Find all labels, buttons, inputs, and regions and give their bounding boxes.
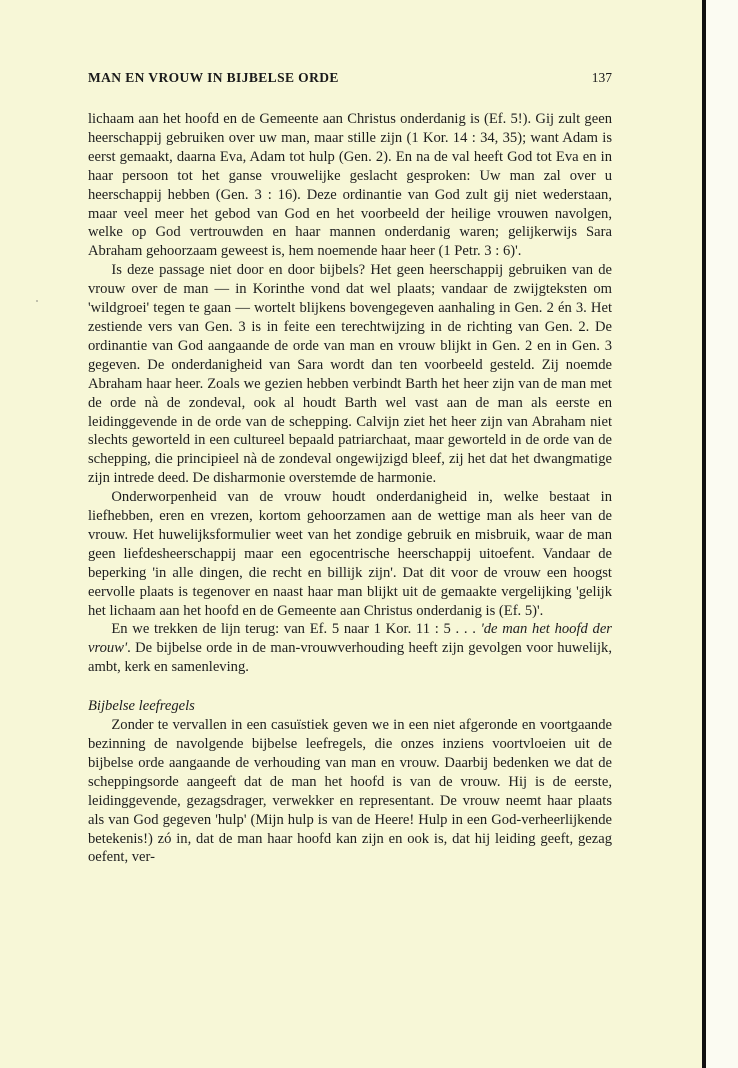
paragraph-continued: lichaam aan het hoofd en de Gemeente aan Christus onderdanig is (Ef. 5!). Gij zult geen heerschappij gebruiken over uw man, maar stille zijn (1 Kor. 14 : 34, 35); want Adam is eerst gemaakt, daarna Eva, Adam tot hulp (Gen. 2). En na de val heeft God tot Eva en in haar persoon tot het ganse vrouwelijke geslacht gesproken: Uw man zal over u heerschappij hebben (Gen. 3 : 16). Deze ordinantie van God zult gij niet wederstaan, maar veel meer het gebod van God en het voorbeeld der heilige vrouwen navolgen, welke op God vertrouwden en haar mannen onderdanig waren; gelijkerwijs Sara Abraham gehoorzaam geweest is, hem noemende haar heer (1 Petr. 3 : 6)'.: [88, 111, 612, 260]
paragraph: [88, 620, 612, 677]
paragraph: Onderworpenheid van de vrouw houdt onderdanigheid in, welke bestaat in liefhebben, eren en vrezen, kortom gehoorzamen aan de wettige man als heer van de vrouw. Het huwelijksformulier weet van het zondige gebruik en misbruik, waar de man geen liefdesheerschappij maar een egocentrische heerschappij uitoefent. Vandaar de beperking 'in alle dingen, die recht en billijk zijn'. Dat dit voor de vrouw een hoogst eervolle plaats is tegenover en naast haar man blijkt uit de gemaakte vergelijking 'gelijk het lichaam aan het hoofd en de Gemeente aan Christus onderdanig is (Ef. 5)'.: [88, 489, 612, 619]
body-text: [88, 110, 612, 867]
running-header: [88, 70, 612, 90]
italic-quote: 'de man het hoofd der vrouw': [88, 621, 612, 657]
page-number: 137: [591, 70, 612, 85]
paragraph-text: En we trekken de lijn terug: van Ef. 5 naar 1 Kor. 11 : 5 . . .: [111, 621, 481, 638]
paragraph: Zonder te vervallen in een casuïstiek geven we in een niet afgeronde en voortgaande bezinning de navolgende bijbelse leefregels, die onzes inziens voortvloeien uit de bijbelse orde aangaande de verhouding van man en vrouw. Daarbij bedenken we dat de scheppingsorde aangeeft dat de man het hoofd is van de vrouw. Hij is de eerste, leidinggevende, gezagsdrager, verwekker en representant. De vrouw neemt haar plaats als van God gegeven 'hulp' (Mijn hulp is van de Heere! Hulp in een God-verheerlijkende betekenis!) zó in, dat de man haar hoofd kan zijn en ook is, dat hij leiding geeft, gezag oefent, ver-: [88, 717, 612, 866]
section-heading: Bijbelse leefregels: [88, 698, 195, 715]
paragraph: Is deze passage niet door en door bijbels? Het geen heerschappij gebruiken van de vrouw over de man — in Korinthe vond dat wel plaats; vandaar de zwijgteksten om 'wildgroei' tegen te gaan — wortelt blijkens bovengegeven aanhaling in Gen. 2 én 3. Het zestiende vers van Gen. 3 is in feite een terechtwijzing in de richting van Gen. 2. De ordinantie van God aangaande de orde van man en vrouw blijkt in Gen. 2 en in Gen. 3 gegeven. De onderdanigheid van Sara wordt dan ten voorbeeld gesteld. Zij noemde Abraham haar heer. Zoals we gezien hebben verbindt Barth het heer zijn van de man met de orde nà de zondeval, ook al houdt Barth wel vast aan de man als eerste en leidinggevende in de orde van de schepping. Calvijn ziet het heer zijn van Abraham niet slechts geworteld in een cultureel bepaald patriarchaat, maar geworteld in de orde van de schepping, die principieel nà de zondeval ongewijzigd bleef, zij het dat het dwangmatige zijn intrede deed. De disharmonie overstemde de harmonie.: [88, 262, 612, 487]
running-title: MAN EN VROUW IN BIJBELSE ORDE: [88, 70, 339, 85]
scan-speck: [36, 300, 38, 302]
scan-margin: [706, 0, 738, 1068]
paragraph-text: . De bijbelse orde in de man-vrouwverhouding heeft zijn gevolgen voor huwelijk, ambt, kerk en samenleving.: [88, 640, 612, 676]
